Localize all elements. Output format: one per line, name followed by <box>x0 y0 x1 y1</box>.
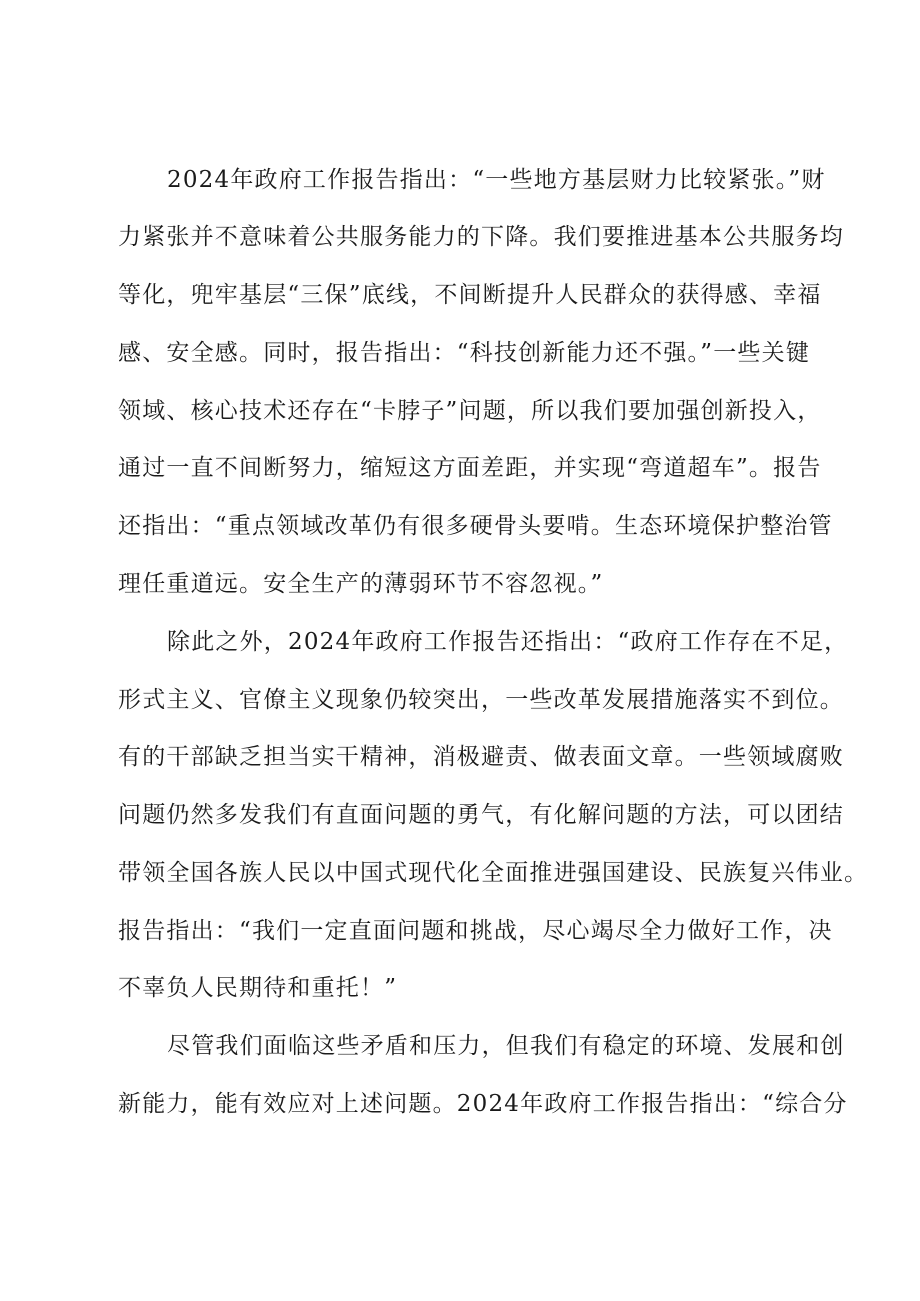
text-line: 等化，兜牢基层“三保”底线，不间断提升人民群众的获得感、幸福 <box>118 282 822 308</box>
text-line: 带领全国各族人民以中国式现代化全面推进强国建设、民族复兴伟业。 <box>118 860 869 886</box>
text-line: 形式主义、官僚主义现象仍较突出，一些改革发展措施落实不到位。 <box>118 687 844 713</box>
text-line: 问题仍然多发我们有直面问题的勇气，有化解问题的方法，可以团结 <box>118 802 844 828</box>
text-line: 除此之外，2024年政府工作报告还指出：“政府工作存在不足， <box>167 629 849 655</box>
text-line: 力紧张并不意味着公共服务能力的下降。我们要推进基本公共服务均 <box>118 224 844 250</box>
text-line: 2024年政府工作报告指出：“一些地方基层财力比较紧张。”财 <box>167 167 826 193</box>
text-line: 领域、核心技术还存在“卡脖子”问题，所以我们要加强创新投入， <box>118 398 822 424</box>
text-line: 感、安全感。同时，报告指出：“科技创新能力还不强。”一些关键 <box>118 340 811 366</box>
text-line: 还指出：“重点领域改革仍有很多硬骨头要啃。生态环境保护整治管 <box>118 513 833 539</box>
text-line: 理任重道远。安全生产的薄弱环节不容忽视。” <box>118 571 604 597</box>
text-line: 不辜负人民期待和重托！” <box>118 975 398 1001</box>
text-line: 有的干部缺乏担当实干精神，消极避责、做表面文章。一些领域腐败 <box>118 744 844 770</box>
text-line: 报告指出：“我们一定直面问题和挑战，尽心竭尽全力做好工作，决 <box>118 918 833 944</box>
text-line: 通过一直不间断努力，缩短这方面差距，并实现“弯道超车”。报告 <box>118 455 822 481</box>
text-line: 新能力，能有效应对上述问题。2024年政府工作报告指出：“综合分 <box>118 1091 848 1117</box>
text-line: 尽管我们面临这些矛盾和压力，但我们有稳定的环境、发展和创 <box>167 1033 845 1059</box>
